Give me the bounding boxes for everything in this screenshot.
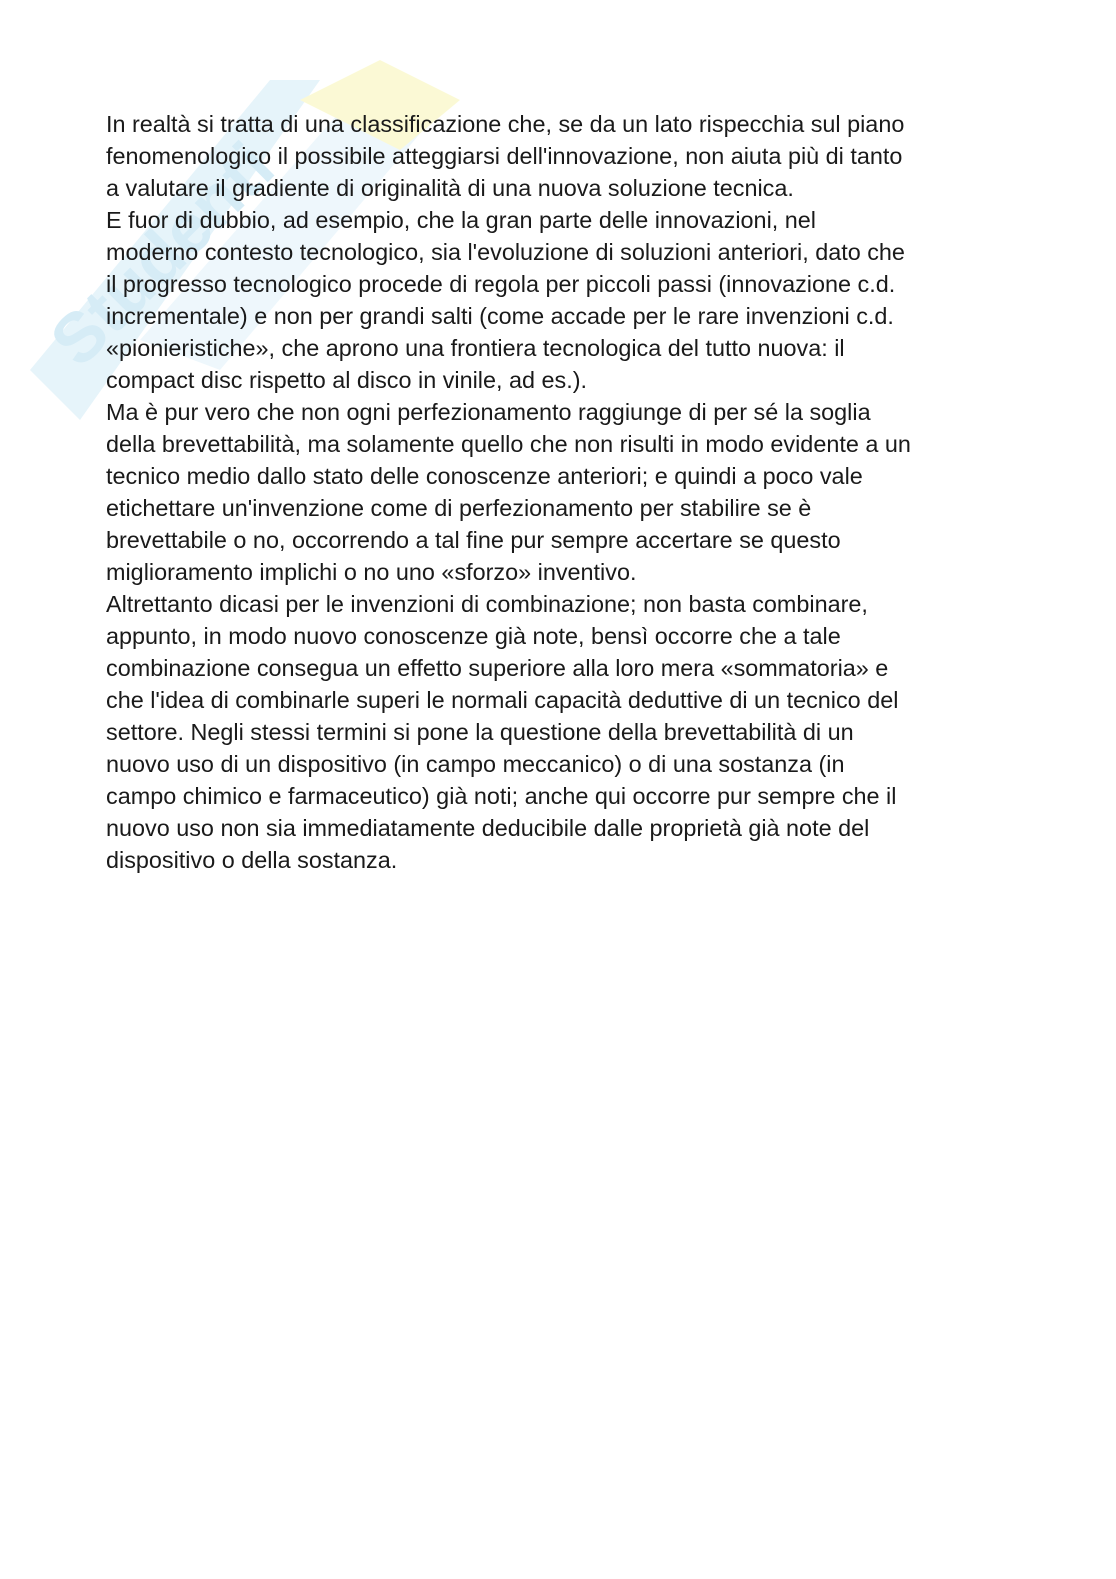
text-line: che l'idea di combinarle superi le normali capacità deduttive di un tecnico del bbox=[106, 687, 899, 713]
text-line: combinazione consegua un effetto superiore alla loro mera «sommatoria» e bbox=[106, 655, 889, 681]
text-line: settore. Negli stessi termini si pone la questione della brevettabilità di un bbox=[106, 719, 854, 745]
text-line: campo chimico e farmaceutico) già noti; anche qui occorre pur sempre che il bbox=[106, 783, 897, 809]
document-body bbox=[106, 108, 1026, 876]
text-line: In realtà si tratta di una classificazione che, se da un lato rispecchia sul piano bbox=[106, 111, 905, 137]
text-line: brevettabile o no, occorrendo a tal fine pur sempre accertare se questo bbox=[106, 527, 841, 553]
text-line: Ma è pur vero che non ogni perfezionamento raggiunge di per sé la soglia bbox=[106, 399, 871, 425]
text-line: il progresso tecnologico procede di regola per piccoli passi (innovazione c.d. bbox=[106, 271, 896, 297]
text-line: dispositivo o della sostanza. bbox=[106, 847, 398, 873]
text-line: moderno contesto tecnologico, sia l'evoluzione di soluzioni anteriori, dato che bbox=[106, 239, 905, 265]
text-line: miglioramento implichi o no uno «sforzo» inventivo. bbox=[106, 559, 637, 585]
text-line: tecnico medio dallo stato delle conoscenze anteriori; e quindi a poco vale bbox=[106, 463, 863, 489]
text-line: incrementale) e non per grandi salti (come accade per le rare invenzioni c.d. bbox=[106, 303, 894, 329]
text-line: etichettare un'invenzione come di perfezionamento per stabilire se è bbox=[106, 495, 812, 521]
text-line: appunto, in modo nuovo conoscenze già note, bensì occorre che a tale bbox=[106, 623, 841, 649]
text-line: E fuor di dubbio, ad esempio, che la gran parte delle innovazioni, nel bbox=[106, 207, 816, 233]
text-line: nuovo uso non sia immediatamente deducibile dalle proprietà già note del bbox=[106, 815, 870, 841]
text-line: compact disc rispetto al disco in vinile, ad es.). bbox=[106, 367, 588, 393]
text-line: a valutare il gradiente di originalità di una nuova soluzione tecnica. bbox=[106, 175, 794, 201]
text-line: fenomenologico il possibile atteggiarsi dell'innovazione, non aiuta più di tanto bbox=[106, 143, 903, 169]
watermark-text: Studenti bbox=[35, 127, 289, 381]
text-line: «pionieristiche», che aprono una frontiera tecnologica del tutto nuova: il bbox=[106, 335, 845, 361]
text-line: nuovo uso di un dispositivo (in campo meccanico) o di una sostanza (in bbox=[106, 751, 845, 777]
text-line: della brevettabilità, ma solamente quello che non risulti in modo evidente a un bbox=[106, 431, 911, 457]
text-line: Altrettanto dicasi per le invenzioni di combinazione; non basta combinare, bbox=[106, 591, 868, 617]
